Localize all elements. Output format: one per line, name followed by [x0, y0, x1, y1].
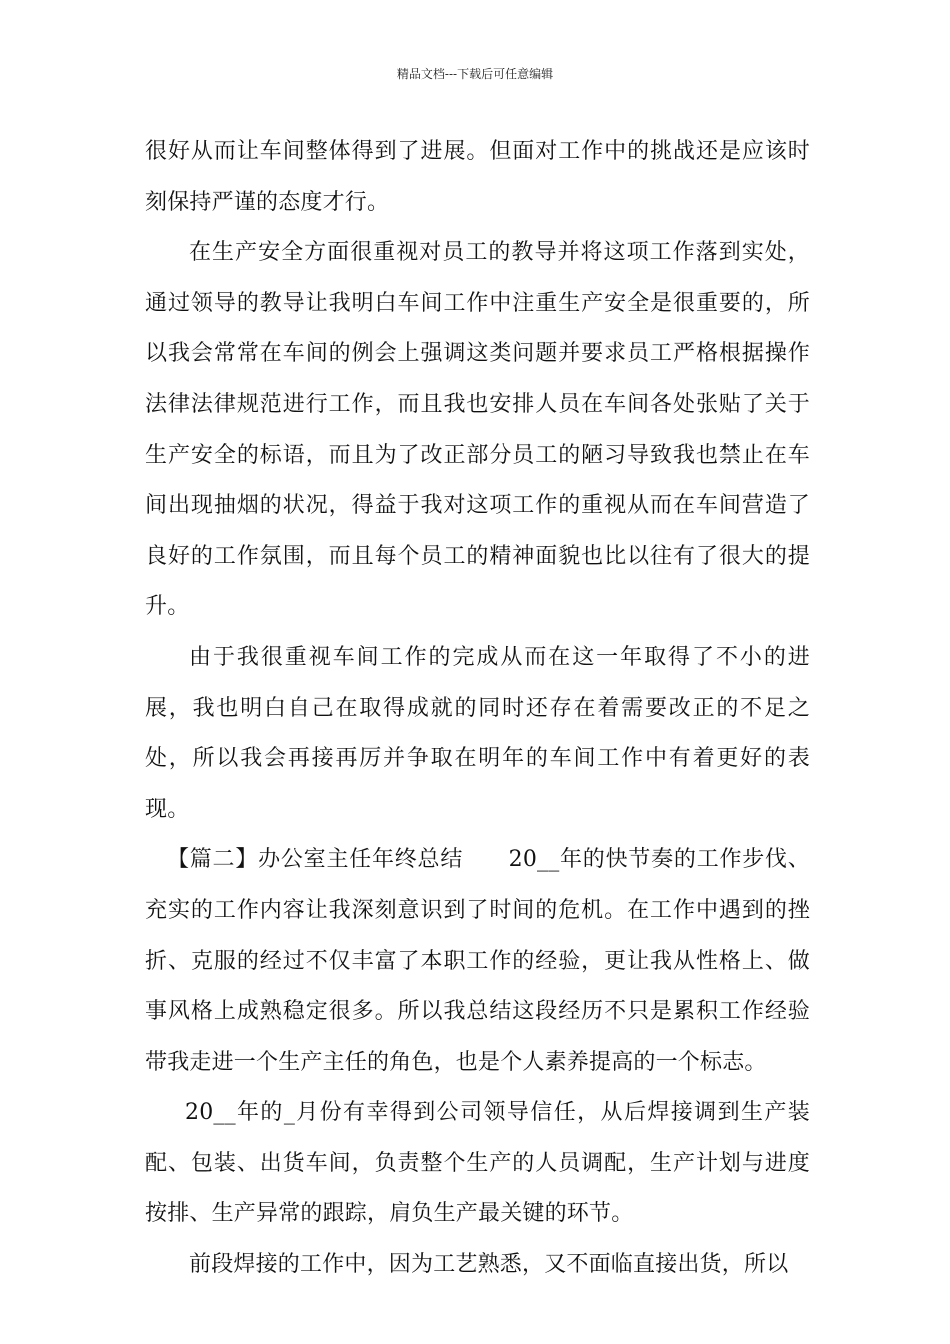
document-body [145, 127, 810, 1291]
paragraph-5: 20__年的_月份有幸得到公司领导信任，从后焊接调到生产装配、包装、出货车间，负责整个生产的人员调配，生产计划与进度按排、生产异常的跟踪，肩负生产最关键的环节。 [145, 1100, 810, 1227]
page-header: 精品文档---下载后可任意编辑 [396, 67, 554, 81]
paragraph-6: 前段焊接的工作中，因为工艺熟悉，又不面临直接出货，所以 [189, 1252, 789, 1278]
paragraph-2: 在生产安全方面很重视对员工的教导并将这项工作落到实处，通过领导的教导让我明白车间工作中注重生产安全是很重要的，所以我会常常在车间的例会上强调这类问题并要求员工严格根据操作法律法律规范进行工作，而且我也安排人员在车间各处张贴了关于生产安全的标语，而且为了改正部分员工的陋习导致我也禁止在车间出现抽烟的状况，得益于我对这项工作的重视从而在车间营造了良好的工作氛围，而且每个员工的精神面貌也比以往有了很大的提升。 [145, 240, 810, 620]
paragraph-3: 由于我很重视车间工作的完成从而在这一年取得了不小的进展，我也明白自己在取得成就的同时还存在着需要改正的不足之处，所以我会再接再厉并争取在明年的车间工作中有着更好的表现。 [145, 644, 810, 822]
paragraph-4: 【篇二】办公室主任年终总结 20__年的快节奏的工作步伐、充实的工作内容让我深刻意识到了时间的危机。在工作中遇到的挫折、克服的经过不仅丰富了本职工作的经验，更让我从性格上、做事风格上成熟稳定很多。所以我总结这段经历不只是累积工作经验带我走进一个生产主任的角色，也是个人素养提高的一个标志。 [145, 847, 810, 1075]
paragraph-1: 很好从而让车间整体得到了进展。但面对工作中的挑战还是应该时刻保持严谨的态度才行。 [145, 139, 810, 215]
